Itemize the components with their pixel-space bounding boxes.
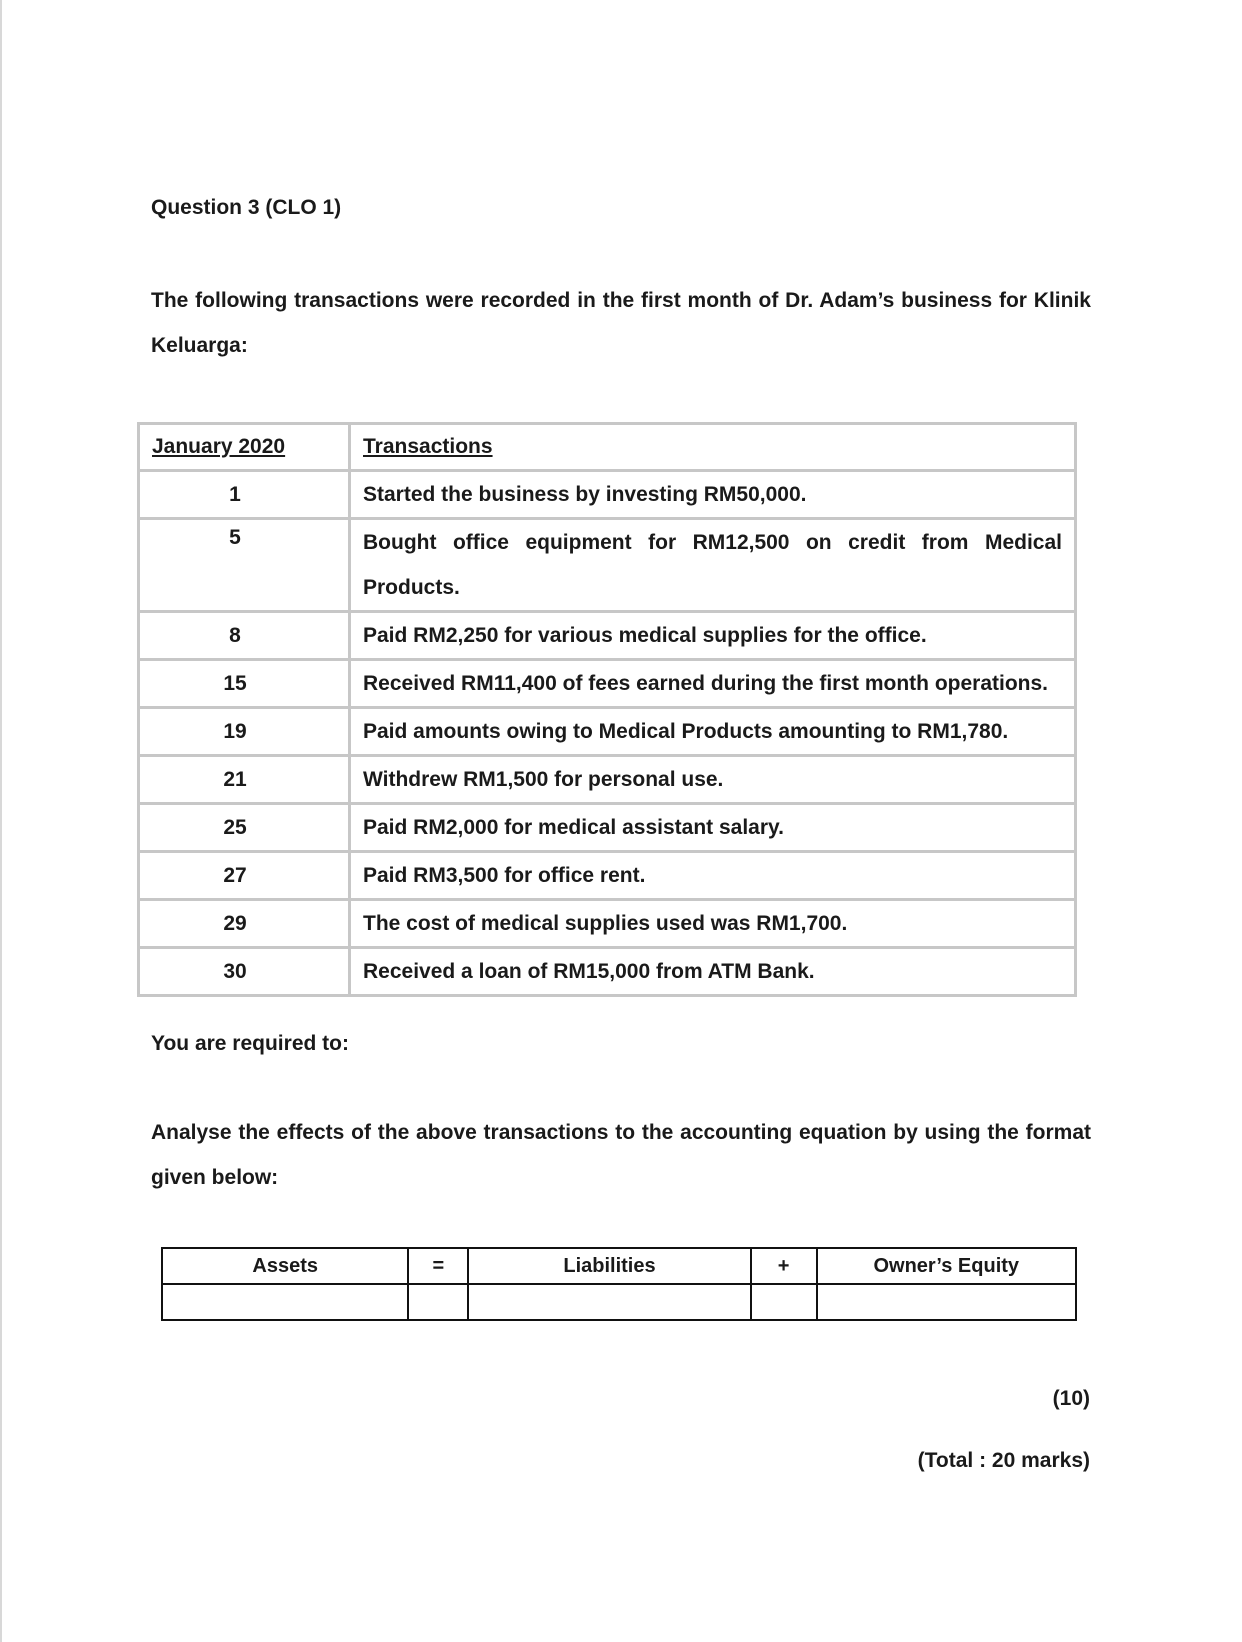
transaction-text: The cost of medical supplies used was RM1,700. (350, 900, 1076, 948)
required-heading: You are required to: (151, 1032, 349, 1055)
owners-equity-header: Owner’s Equity (817, 1248, 1076, 1284)
transaction-day: 27 (139, 852, 350, 900)
owners-equity-cell (817, 1284, 1076, 1320)
instruction-paragraph: Analyse the effects of the above transactions to the accounting equation by using the format given below: (151, 1121, 1091, 1189)
assets-cell (162, 1284, 408, 1320)
equals-cell (408, 1284, 468, 1320)
accounting-equation-table (161, 1247, 1077, 1321)
page-edge (0, 0, 2, 1642)
transaction-day: 29 (139, 900, 350, 948)
transactions-table (137, 422, 1077, 997)
question-heading: Question 3 (CLO 1) (151, 196, 342, 219)
table-row (139, 948, 1076, 996)
transaction-text: Received a loan of RM15,000 from ATM Bank. (350, 948, 1076, 996)
table-row (139, 708, 1076, 756)
question-marks: (10) (1052, 1387, 1090, 1410)
table-row (139, 471, 1076, 519)
plus-cell (751, 1284, 817, 1320)
transaction-text: Received RM11,400 of fees earned during the first month operations. (350, 660, 1076, 708)
table-row (139, 900, 1076, 948)
liabilities-header: Liabilities (468, 1248, 750, 1284)
total-marks: (Total : 20 marks) (917, 1449, 1090, 1472)
plus-sign: + (751, 1248, 817, 1284)
date-column-header: January 2020 (139, 424, 350, 471)
transaction-text: Bought office equipment for RM12,500 on credit from Medical Products. (350, 519, 1076, 612)
transaction-day: 8 (139, 612, 350, 660)
transaction-text: Paid RM3,500 for office rent. (350, 852, 1076, 900)
transaction-day: 1 (139, 471, 350, 519)
liabilities-cell (468, 1284, 750, 1320)
table-row (139, 612, 1076, 660)
transaction-day: 25 (139, 804, 350, 852)
table-row (139, 519, 1076, 612)
transaction-text: Paid RM2,000 for medical assistant salary. (350, 804, 1076, 852)
transaction-text: Paid amounts owing to Medical Products amounting to RM1,780. (350, 708, 1076, 756)
transaction-day: 5 (139, 519, 350, 612)
equation-blank-row (162, 1284, 1076, 1320)
transaction-day: 21 (139, 756, 350, 804)
table-row (139, 660, 1076, 708)
transaction-text: Withdrew RM1,500 for personal use. (350, 756, 1076, 804)
equals-sign: = (408, 1248, 468, 1284)
intro-paragraph: The following transactions were recorded in the first month of Dr. Adam’s business for Klinik Keluarga: (151, 289, 1091, 357)
transaction-day: 30 (139, 948, 350, 996)
transaction-day: 15 (139, 660, 350, 708)
transactions-column-header: Transactions (350, 424, 1076, 471)
assets-header: Assets (162, 1248, 408, 1284)
table-row (139, 756, 1076, 804)
equation-header-row (162, 1248, 1076, 1284)
transaction-text: Paid RM2,250 for various medical supplies for the office. (350, 612, 1076, 660)
transactions-header-row (139, 424, 1076, 471)
table-row (139, 852, 1076, 900)
table-row (139, 804, 1076, 852)
transaction-day: 19 (139, 708, 350, 756)
transaction-text: Started the business by investing RM50,000. (350, 471, 1076, 519)
